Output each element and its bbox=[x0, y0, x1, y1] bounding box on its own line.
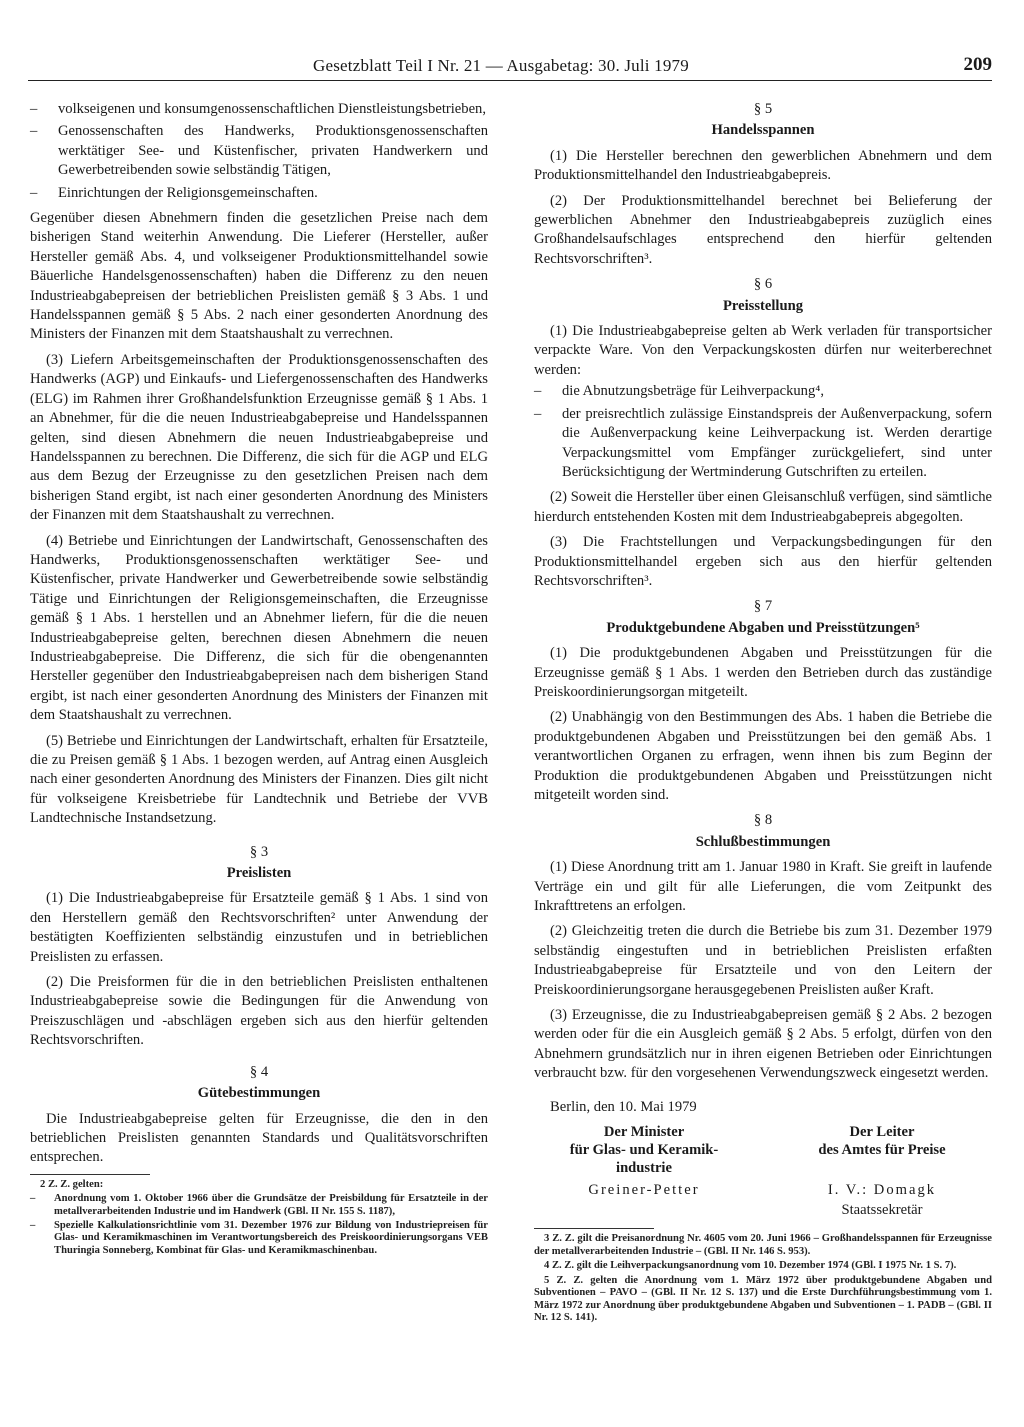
paragraph: (1) Die Hersteller berechnen den gewerblichen Abnehmern und dem Produktionsmittelhandel den Industrieabgabepreis. bbox=[534, 147, 992, 184]
footnote-divider bbox=[30, 1174, 150, 1175]
list-item: – die Abnutzungsbeträge für Leihverpackung⁴, bbox=[534, 382, 992, 401]
paragraph: (2) Soweit die Hersteller über einen Gleisanschluß verfügen, sind sämtliche hierdurch entstehenden Kosten mit dem Industrieabgabepreis abgegolten. bbox=[534, 489, 992, 525]
footnote-item: 3 Z. Z. gilt die Preisanordnung Nr. 4605 vom 20. Juni 1966 – Großhandelsspannen für Erzeugnisse der metallverarbeitenden Industrie – (GBl. II Nr. 146 S. 953). bbox=[534, 1232, 992, 1257]
footnote-item: – Spezielle Kalkulationsrichtlinie vom 31. Dezember 1976 zur Bildung von Industriepreisen für Glas- und Keramikmaschinen im Verantwortungsbereich des Preiskoordinierungsorgans VEB Thuringia Sonneberg, Kombinat für Glas- und Keramikmaschinenbau. bbox=[30, 1220, 488, 1258]
paragraph: (2) Unabhängig von den Bestimmungen des Abs. 1 haben die Betriebe die produktgebundenen Abgaben und Preisstützungen bei den gemäß Abs. 1 verantwortlichen Organen zu erfragen, wenn ihnen bis zum Beginn der Produktion die produktgebundenen Abgaben und Preisstützungen nicht mitgeteilt worden sind. bbox=[534, 709, 992, 803]
section-number: § 8 bbox=[753, 812, 773, 829]
gazette-title: Gesetzblatt Teil I Nr. 21 — Ausgabetag: 30. Juli 1979 bbox=[313, 56, 689, 75]
signatory-role: Der Leiter bbox=[849, 1124, 915, 1141]
right-column bbox=[534, 100, 992, 1327]
paragraph: (1) Diese Anordnung tritt am 1. Januar 1980 in Kraft. Sie greift in laufende Verträge ein und gilt für alle Lieferungen, die vom Zeitpunkt des Inkrafttretens an erfolgen. bbox=[534, 859, 992, 915]
footnote-item: 5 Z. Z. gelten die Anordnung vom 1. März 1972 über produktgebundene Abgaben und Subventionen – PAVO – (GBl. II Nr. 12 S. 137) und die Erste Durchführungsbestimmung vom 1. März 1972 zur Anordnung über produktgebundene Abgaben und Subventionen – 1. PADB – (GBl. II Nr. 12 S. 141). bbox=[534, 1274, 992, 1324]
signatory-role: industrie bbox=[616, 1160, 672, 1177]
footnotes-left bbox=[30, 1179, 488, 1258]
page-number: 209 bbox=[963, 54, 992, 75]
paragraph: (3) Liefern Arbeitsgemeinschaften der Produktionsgenossenschaften des Handwerks (AGP) und Einkaufs- und Liefergenossenschaften des Handwerks (ELG) im Rahmen ihrer Großhandelsfunktion Erzeugnisse gemäß § 1 Abs. 1 an Abnehmer, für die die neuen Industrieabgabepreise und Handelsspannen gelten, sind diesen Abnehmern die neuen Industrieabgabepreise und Handelsspannen zu berechnen. Die Differenz, die sich für die AGP und ELG aus dem Bezug der Erzeugnisse zu den gesetzlichen Preisen nach dem bisherigen Stand ergibt, ist nach einer gesonderten Anordnung des Ministers der Finanzen mit dem Staatshaushalt zu verrechnen. bbox=[30, 351, 488, 524]
section-number: § 5 bbox=[753, 101, 773, 117]
footnote-heading: 2 Z. Z. gelten: bbox=[40, 1178, 104, 1190]
paragraph: (2) Die Preisformen für die in den betrieblichen Preislisten enthaltenen Industrieabgabepreise sowie die Bedingungen für die Anwendung von Preiszuschlägen und -abschlägen ergeben sich aus den hierfür geltenden Rechtsvorschriften. bbox=[30, 974, 488, 1049]
signatory-name: I. V.: Domagk bbox=[827, 1182, 937, 1199]
section-heading: Preislisten bbox=[226, 865, 292, 882]
left-column bbox=[30, 100, 488, 1258]
paragraph: (3) Die Frachtstellungen und Verpackungsbedingungen für den Produktionsmittelhandel ergeben sich aus den hierfür geltenden Rechtsvorschriften³. bbox=[534, 534, 992, 589]
signatory-role: des Amtes für Preise bbox=[818, 1142, 946, 1159]
paragraph: Gegenüber diesen Abnehmern finden die gesetzlichen Preise nach dem bisherigen Stand weiterhin Anwendung. Die Lieferer (Hersteller, außer Hersteller gemäß Abs. 4, und volkseigener Produktionsmittelhandel sowie Bäuerliche Handelsgenossenschaften) haben die Differenz zu den neuen Industrieabgabepreisen der betrieblichen Preislisten gemäß § 3 Abs. 1 und Handelsspannen gemäß § 5 Abs. 2 nach einer gesonderten Anordnung des Ministers der Finanzen mit dem Staatshaushalt zu verrechnen. bbox=[30, 210, 488, 343]
section-heading: Gütebestimmungen bbox=[197, 1085, 321, 1102]
section-heading: Schlußbestimmungen bbox=[695, 833, 831, 850]
list-item: – Einrichtungen der Religionsgemeinschaften. bbox=[30, 184, 488, 203]
section-heading: Handelsspannen bbox=[711, 122, 815, 139]
place-date: Berlin, den 10. Mai 1979 bbox=[550, 1098, 697, 1115]
paragraph: (3) Erzeugnisse, die zu Industrieabgabepreisen gemäß § 2 Abs. 2 bezogen werden oder für die ein Ausgleich gemäß § 2 Abs. 5 erfolgt, dürfen von den Abnehmern grundsätzlich nur in ihren eigenen Betrieben oder Einrichtungen verbraucht bzw. für den vorgesehenen Verwendungszweck eingesetzt werden. bbox=[534, 1007, 992, 1082]
paragraph: (5) Betriebe und Einrichtungen der Landwirtschaft, erhalten für Ersatzteile, die zu Preisen gemäß § 1 Abs. 1 bezogen werden, auf Antrag einen Ausgleich nach einer gesonderten Anordnung des Ministers der Finanzen. Dies gilt nicht für volkseigene Kreisbetriebe für Landtechnik und Betriebe der VVB Landtechnische Instandsetzung. bbox=[30, 732, 488, 827]
signature-left bbox=[534, 1123, 754, 1220]
section-heading: Produktgebundene Abgaben und Preisstützungen⁵ bbox=[606, 619, 920, 636]
signatory-title: Staatssekretär bbox=[841, 1201, 923, 1218]
paragraph: (1) Die Industrieabgabepreise gelten ab Werk verladen für transportsicher verpackte Ware. Von den Verpackungskosten dürfen nur weiterberechnet werden: bbox=[534, 323, 992, 378]
section-number: § 7 bbox=[753, 598, 773, 615]
paragraph: (1) Die Industrieabgabepreise für Ersatzteile gemäß § 1 Abs. 1 sind von den Herstellern gemäß den Rechtsvorschriften² unter Anwendung der bestätigten Koeffizienten selbständig einzustufen und in betrieblichen Preislisten zu erfassen. bbox=[30, 890, 488, 965]
footnote-item: – Anordnung vom 1. Oktober 1966 über die Grundsätze der Preisbildung für Ersatzteile in der metallverarbeitenden Industrie und im Handwerk (GBl. II Nr. 155 S. 1187), bbox=[30, 1193, 488, 1218]
paragraph: (4) Betriebe und Einrichtungen der Landwirtschaft, Genossenschaften des Handwerks, Produktionsgenossenschaften werktätiger See- und Küstenfischer, private Handwerker und Gewerbetreibende sowie selbständig Tätige und Einrichtungen der Religionsgemeinschaften, die Erzeugnisse gemäß § 1 Abs. 1 herstellen und an Abnehmer liefern, für die die neuen Industrieabgabepreise gelten, berechnen diesen Abnehmern die neuen Industrieabgabepreise. Die Differenz, die sich für die obengenannten Hersteller gegenüber den Industrieabgabepreisen nach dem bisherigen Stand ergibt, ist nach einer gesonderten Anordnung des Ministers der Finanzen mit dem Staatshaushalt zu verrechnen. bbox=[30, 532, 488, 724]
section-heading: Preisstellung bbox=[723, 297, 803, 314]
signatory-role: für Glas- und Keramik- bbox=[569, 1142, 719, 1159]
section-number: § 4 bbox=[249, 1063, 269, 1080]
footnotes-right bbox=[534, 1233, 992, 1325]
page-header bbox=[28, 50, 992, 81]
list-item: – volkseigenen und konsumgenossenschaftlichen Dienstleistungsbetrieben, bbox=[30, 100, 488, 119]
section-number: § 6 bbox=[753, 276, 773, 293]
footnote-item: 4 Z. Z. gilt die Leihverpackungsanordnung vom 10. Dezember 1974 (GBl. I 1975 Nr. 1 S. 7). bbox=[544, 1260, 957, 1272]
footnote-divider bbox=[534, 1228, 654, 1229]
signature-block bbox=[534, 1123, 992, 1220]
signatory-role: Der Minister bbox=[603, 1124, 685, 1141]
paragraph: Die Industrieabgabepreise gelten für Erzeugnisse, die den in den betrieblichen Preislisten genannten Standards und Qualitätsvorschriften entsprechen. bbox=[30, 1110, 488, 1166]
signature-right bbox=[772, 1123, 992, 1220]
list-item: – Genossenschaften des Handwerks, Produktionsgenossenschaften werktätiger See- und Küstenfischer, privaten Handwerkern und Gewerbetreibenden sowie selbständig Tätigen, bbox=[30, 122, 488, 180]
paragraph: (1) Die produktgebundenen Abgaben und Preisstützungen für die Erzeugnisse gemäß § 1 Abs. 1 werden den Betrieben durch das zuständige Preiskoordinierungsorgan mitgeteilt. bbox=[534, 645, 992, 700]
list-item: – der preisrechtlich zulässige Einstandspreis der Außenverpackung, sofern die Außenverpackung keine Leihverpackung ist. Werden derartige Verpackungsmittel vom Empfänger zurückgeliefert, sind unter Berücksichtigung der Wertminderung Gutschriften zu erteilen. bbox=[534, 405, 992, 483]
signatory-name: Greiner-Petter bbox=[588, 1182, 700, 1199]
section-number: § 3 bbox=[249, 843, 269, 860]
paragraph: (2) Der Produktionsmittelhandel berechnet bei Belieferung der gewerblichen Abnehmer den Industrieabgabepreis zuzüglich eines Großhandelsaufschlages entsprechend den hierfür geltenden Rechtsvorschriften³. bbox=[534, 192, 992, 267]
paragraph: (2) Gleichzeitig treten die durch die Betriebe bis zum 31. Dezember 1979 selbständig eingestuften und in betrieblichen Preislisten erfaßten Industrieabgabepreise für Ersatzteile und von den Leitern der Preiskoordinierungsorgane herausgegebenen Preislisten außer Kraft. bbox=[534, 923, 992, 998]
